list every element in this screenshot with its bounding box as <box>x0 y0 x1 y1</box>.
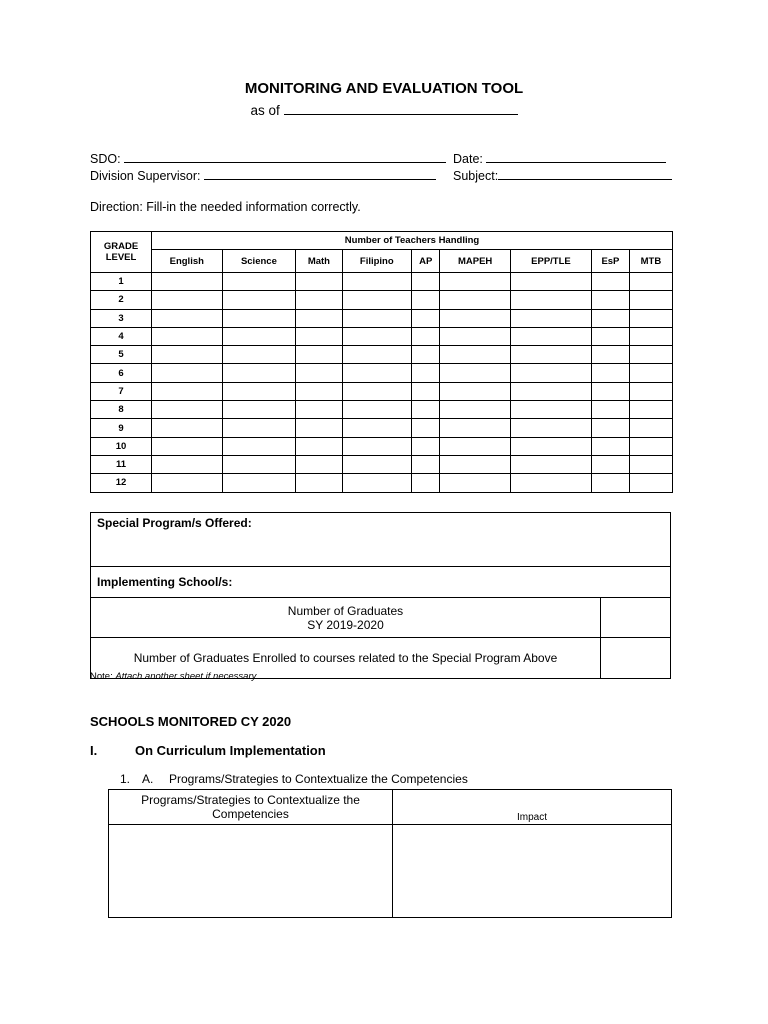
teacher-count-cell[interactable] <box>152 346 223 364</box>
impact-cell[interactable] <box>393 825 672 918</box>
teacher-count-cell[interactable] <box>440 419 511 437</box>
subject-header: EPP/TLE <box>510 250 591 273</box>
grade-number: 2 <box>91 291 152 309</box>
grade-rows <box>91 273 673 493</box>
graduates-line1: Number of Graduates <box>287 603 404 618</box>
teacher-count-cell[interactable] <box>510 364 591 382</box>
grade-number: 4 <box>91 327 152 345</box>
teacher-count-cell[interactable] <box>222 309 296 327</box>
subject-header: English <box>152 250 223 273</box>
subject-header: AP <box>412 250 440 273</box>
teacher-count-cell[interactable] <box>591 437 629 455</box>
teacher-count-cell[interactable] <box>629 291 672 309</box>
table-row <box>91 419 673 437</box>
teacher-count-cell[interactable] <box>152 273 223 291</box>
teacher-count-cell[interactable] <box>222 364 296 382</box>
teacher-count-cell[interactable] <box>412 327 440 345</box>
teacher-count-cell[interactable] <box>440 327 511 345</box>
teacher-count-cell[interactable] <box>296 419 342 437</box>
teacher-count-cell[interactable] <box>296 327 342 345</box>
teacher-count-cell[interactable] <box>296 346 342 364</box>
teacher-count-cell[interactable] <box>152 291 223 309</box>
section-one-heading <box>90 743 326 758</box>
teacher-count-cell[interactable] <box>591 382 629 400</box>
teacher-count-cell[interactable] <box>412 455 440 473</box>
subject-label: Subject: <box>453 169 499 183</box>
grade-number: 5 <box>91 346 152 364</box>
division-supervisor-field[interactable] <box>204 167 436 180</box>
subject-header-row <box>91 250 673 273</box>
teacher-count-cell[interactable] <box>412 364 440 382</box>
programs-strategies-header-line2: Competencies <box>212 807 289 821</box>
teacher-count-cell[interactable] <box>342 364 411 382</box>
subsection-heading <box>120 772 468 786</box>
teacher-count-cell[interactable] <box>412 437 440 455</box>
teacher-count-cell[interactable] <box>222 382 296 400</box>
teacher-count-cell[interactable] <box>412 309 440 327</box>
teacher-count-cell[interactable] <box>629 437 672 455</box>
special-program-table <box>90 512 671 679</box>
teacher-count-cell[interactable] <box>152 437 223 455</box>
programs-strategies-header-line1: Programs/Strategies to Contextualize the <box>141 793 360 807</box>
teacher-count-cell[interactable] <box>152 309 223 327</box>
graduates-enrolled-label: Number of Graduates Enrolled to courses related to the Special Program Above <box>91 638 601 679</box>
table-row <box>91 346 673 364</box>
teacher-count-cell[interactable] <box>591 455 629 473</box>
table-row <box>91 382 673 400</box>
subject-header: Math <box>296 250 342 273</box>
teacher-count-cell[interactable] <box>510 419 591 437</box>
teacher-count-cell[interactable] <box>440 309 511 327</box>
teacher-count-cell[interactable] <box>222 346 296 364</box>
teacher-count-cell[interactable] <box>342 291 411 309</box>
teacher-count-cell[interactable] <box>510 309 591 327</box>
grade-number: 12 <box>91 474 152 492</box>
teacher-count-cell[interactable] <box>412 291 440 309</box>
section-one-numeral: I. <box>90 743 98 758</box>
as-of-field[interactable] <box>284 102 518 115</box>
teacher-count-cell[interactable] <box>342 382 411 400</box>
table-row <box>91 309 673 327</box>
note <box>90 671 258 682</box>
table-row <box>91 364 673 382</box>
teacher-count-cell[interactable] <box>440 437 511 455</box>
teacher-count-cell[interactable] <box>296 455 342 473</box>
teacher-count-cell[interactable] <box>440 346 511 364</box>
grade-number: 8 <box>91 401 152 419</box>
teacher-count-cell[interactable] <box>591 291 629 309</box>
teacher-count-cell[interactable] <box>342 273 411 291</box>
special-programs-label: Special Program/s Offered: <box>97 516 252 530</box>
teacher-count-cell[interactable] <box>296 474 342 492</box>
table-row <box>91 401 673 419</box>
grade-level-header-line1: GRADE <box>103 241 139 252</box>
teacher-count-cell[interactable] <box>412 382 440 400</box>
teacher-count-cell[interactable] <box>342 401 411 419</box>
teacher-count-cell[interactable] <box>412 474 440 492</box>
teacher-count-cell[interactable] <box>296 364 342 382</box>
subject-row <box>453 167 672 183</box>
teacher-count-cell[interactable] <box>510 327 591 345</box>
teacher-count-cell[interactable] <box>342 327 411 345</box>
teacher-count-cell[interactable] <box>222 419 296 437</box>
table-row <box>91 455 673 473</box>
teacher-count-cell[interactable] <box>510 273 591 291</box>
subject-header: EsP <box>591 250 629 273</box>
note-prefix: Note: <box>90 671 113 682</box>
teacher-count-cell[interactable] <box>591 346 629 364</box>
grade-number: 11 <box>91 455 152 473</box>
teacher-count-cell[interactable] <box>222 291 296 309</box>
teacher-count-cell[interactable] <box>296 437 342 455</box>
impact-header: Impact <box>393 790 672 825</box>
teacher-count-cell[interactable] <box>440 364 511 382</box>
teacher-count-cell[interactable] <box>510 401 591 419</box>
teacher-count-cell[interactable] <box>152 474 223 492</box>
teacher-count-cell[interactable] <box>629 382 672 400</box>
sdo-row <box>90 150 446 166</box>
number-of-teachers-header: Number of Teachers Handling <box>152 232 673 250</box>
implementing-schools-label: Implementing School/s: <box>97 575 233 589</box>
teacher-count-cell[interactable] <box>591 419 629 437</box>
subject-header: MAPEH <box>440 250 511 273</box>
teacher-count-cell[interactable] <box>591 309 629 327</box>
teacher-count-cell[interactable] <box>342 437 411 455</box>
grade-number: 10 <box>91 437 152 455</box>
grade-number: 3 <box>91 309 152 327</box>
number-of-graduates-label <box>91 598 601 638</box>
teacher-count-cell[interactable] <box>591 364 629 382</box>
teacher-count-cell[interactable] <box>510 346 591 364</box>
teacher-count-cell[interactable] <box>296 382 342 400</box>
as-of-label: as of <box>250 103 280 118</box>
graduates-enrolled-value[interactable] <box>601 638 671 679</box>
teacher-count-cell[interactable] <box>222 401 296 419</box>
teacher-count-cell[interactable] <box>296 401 342 419</box>
sdo-field[interactable] <box>124 150 446 163</box>
teacher-count-cell[interactable] <box>222 437 296 455</box>
teacher-count-cell[interactable] <box>412 419 440 437</box>
teacher-count-cell[interactable] <box>440 401 511 419</box>
grade-level-header-line2: LEVEL <box>105 252 137 263</box>
teacher-count-cell[interactable] <box>152 401 223 419</box>
teacher-count-cell[interactable] <box>342 346 411 364</box>
teacher-count-cell[interactable] <box>412 401 440 419</box>
section-one-title: On Curriculum Implementation <box>135 743 326 758</box>
date-row <box>453 150 666 166</box>
subsection-title: Programs/Strategies to Contextualize the Competencies <box>169 772 468 786</box>
date-field[interactable] <box>486 150 666 163</box>
direction-text: Direction: Fill-in the needed information correctly. <box>90 200 361 214</box>
teacher-count-cell[interactable] <box>440 455 511 473</box>
table-row <box>91 327 673 345</box>
section-heading: SCHOOLS MONITORED CY 2020 <box>90 714 292 729</box>
table-row <box>91 273 673 291</box>
teacher-count-cell[interactable] <box>152 327 223 345</box>
date-label: Date: <box>453 152 483 166</box>
teacher-count-cell[interactable] <box>152 364 223 382</box>
teacher-count-cell[interactable] <box>629 309 672 327</box>
graduates-line2: SY 2019-2020 <box>307 617 384 632</box>
subsection-letter: A. <box>142 772 154 786</box>
division-supervisor-row <box>90 167 436 183</box>
grade-level-header <box>91 232 152 273</box>
teacher-count-cell[interactable] <box>510 474 591 492</box>
teacher-count-cell[interactable] <box>152 382 223 400</box>
teacher-count-cell[interactable] <box>440 382 511 400</box>
grade-number: 6 <box>91 364 152 382</box>
number-of-graduates-value[interactable] <box>601 598 671 638</box>
teacher-count-cell[interactable] <box>412 273 440 291</box>
teacher-count-cell[interactable] <box>591 273 629 291</box>
teacher-count-cell[interactable] <box>629 455 672 473</box>
table-row <box>91 437 673 455</box>
teacher-count-cell[interactable] <box>152 419 223 437</box>
subject-header: Filipino <box>342 250 411 273</box>
teacher-count-cell[interactable] <box>629 364 672 382</box>
teacher-count-cell[interactable] <box>510 455 591 473</box>
teacher-count-cell[interactable] <box>222 273 296 291</box>
grade-number: 7 <box>91 382 152 400</box>
teacher-count-cell[interactable] <box>629 346 672 364</box>
teacher-count-cell[interactable] <box>440 273 511 291</box>
grade-number: 1 <box>91 273 152 291</box>
teacher-count-cell[interactable] <box>629 401 672 419</box>
teacher-count-cell[interactable] <box>629 327 672 345</box>
teacher-count-cell[interactable] <box>629 474 672 492</box>
teacher-count-cell[interactable] <box>342 474 411 492</box>
teacher-count-cell[interactable] <box>629 419 672 437</box>
teacher-count-cell[interactable] <box>440 474 511 492</box>
subsection-number: 1. <box>120 772 131 786</box>
teacher-count-cell[interactable] <box>412 346 440 364</box>
as-of-row <box>0 102 768 118</box>
teacher-count-cell[interactable] <box>342 309 411 327</box>
teacher-count-cell[interactable] <box>222 327 296 345</box>
teacher-count-cell[interactable] <box>629 273 672 291</box>
teacher-count-cell[interactable] <box>296 309 342 327</box>
teacher-count-cell[interactable] <box>440 291 511 309</box>
teacher-count-cell[interactable] <box>510 382 591 400</box>
teacher-count-cell[interactable] <box>152 455 223 473</box>
teacher-count-cell[interactable] <box>591 327 629 345</box>
teacher-count-cell[interactable] <box>296 273 342 291</box>
teacher-count-cell[interactable] <box>510 437 591 455</box>
note-text: Attach another sheet if necessary. <box>115 671 259 682</box>
teacher-count-cell[interactable] <box>342 419 411 437</box>
special-programs-cell[interactable] <box>91 513 671 567</box>
teacher-count-cell[interactable] <box>296 291 342 309</box>
grade-number: 9 <box>91 419 152 437</box>
page-title: MONITORING AND EVALUATION TOOL <box>244 80 524 97</box>
programs-strategies-header <box>109 790 393 825</box>
table-row <box>91 291 673 309</box>
subject-header: Science <box>222 250 296 273</box>
table-row <box>91 474 673 492</box>
teachers-handling-table <box>90 231 673 493</box>
contextualize-table <box>108 789 672 918</box>
teacher-count-cell[interactable] <box>510 291 591 309</box>
teacher-count-cell[interactable] <box>342 455 411 473</box>
division-supervisor-label: Division Supervisor: <box>90 169 201 183</box>
teacher-count-cell[interactable] <box>222 455 296 473</box>
teacher-count-cell[interactable] <box>591 474 629 492</box>
subject-header: MTB <box>629 250 672 273</box>
subject-field[interactable] <box>498 167 672 180</box>
sdo-label: SDO: <box>90 152 121 166</box>
programs-strategies-cell[interactable] <box>109 825 393 918</box>
implementing-schools-cell[interactable] <box>91 567 671 598</box>
teacher-count-cell[interactable] <box>222 474 296 492</box>
teacher-count-cell[interactable] <box>591 401 629 419</box>
